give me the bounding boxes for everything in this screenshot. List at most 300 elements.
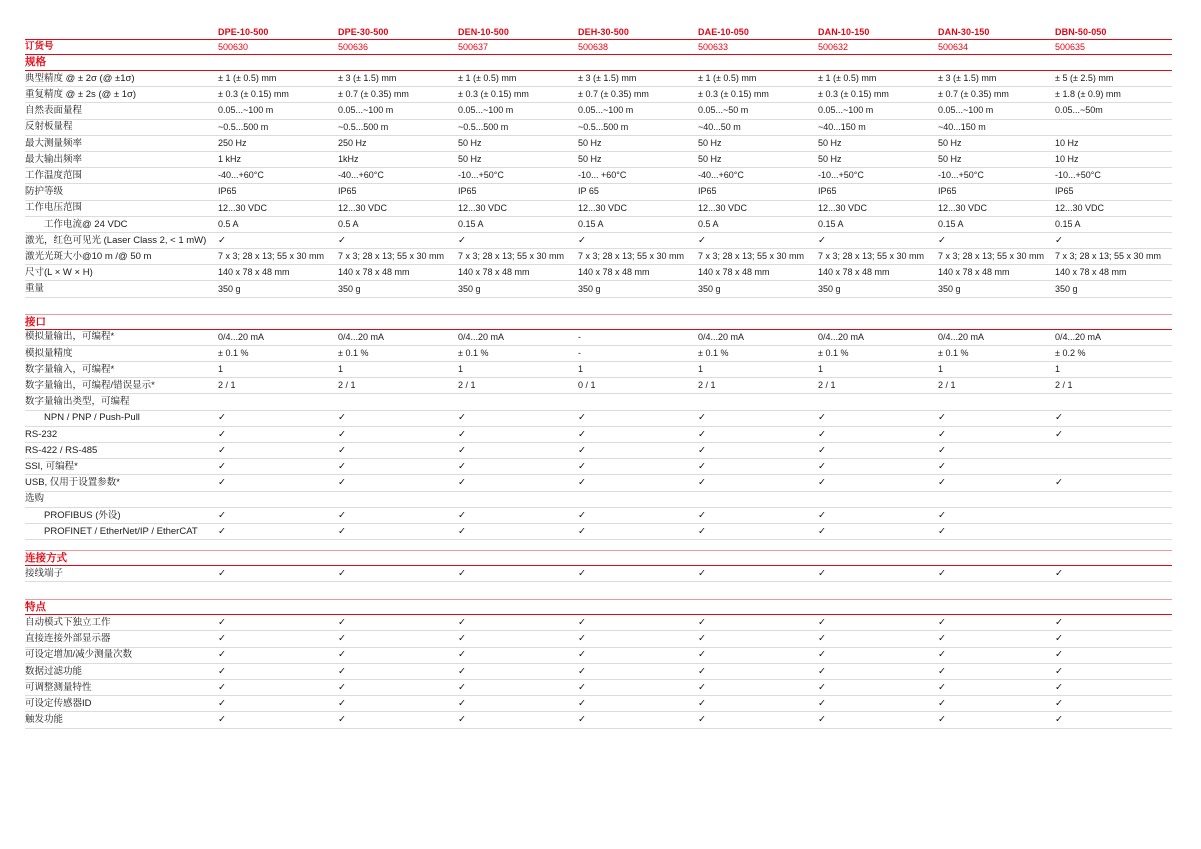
check-icon: ✓ [338, 412, 346, 424]
row-label: 重复精度 @ ± 2s (@ ± 1σ) [25, 89, 137, 101]
check-icon: ✓ [218, 698, 226, 710]
check-icon: ✓ [938, 714, 946, 726]
cell-value: 0.05...~100 m [338, 105, 394, 116]
check-icon: ✓ [338, 460, 346, 472]
table-row [25, 615, 1172, 631]
cell-value: ± 1 (± 0.5) mm [818, 73, 877, 84]
cell-value: 1 [818, 364, 824, 375]
check-icon: ✓ [458, 477, 466, 489]
check-icon: ✓ [218, 649, 226, 661]
cell-value: 50 Hz [698, 154, 722, 165]
cell-value: 2 / 1 [218, 380, 236, 391]
table-row [25, 524, 1172, 540]
table-row [25, 281, 1172, 297]
check-icon: ✓ [1055, 617, 1063, 629]
check-icon: ✓ [818, 460, 826, 472]
cell-value: 0.5 A [218, 218, 239, 229]
cell-value: ~0.5...500 m [338, 121, 389, 132]
check-icon: ✓ [458, 698, 466, 710]
check-icon: ✓ [1055, 665, 1063, 677]
cell-value: IP65 [458, 186, 477, 197]
cell-value: 0.05...~100 m [938, 105, 994, 116]
row-label: 尺寸(L × W × H) [25, 267, 93, 279]
check-icon: ✓ [1055, 567, 1063, 579]
cell-value: ± 0.3 (± 0.15) mm [818, 89, 889, 100]
check-icon: ✓ [938, 633, 946, 645]
order-number: 500632 [818, 41, 849, 52]
cell-value: 2 / 1 [818, 380, 836, 391]
check-icon: ✓ [938, 567, 946, 579]
cell-value: 12...30 VDC [218, 202, 268, 213]
table-row [25, 265, 1172, 281]
cell-value: ± 3 (± 1.5) mm [938, 73, 997, 84]
order-number: 500637 [458, 41, 489, 52]
row-label: 模拟量输出，可编程* [25, 331, 115, 343]
cell-value: ~40...150 m [818, 121, 866, 132]
check-icon: ✓ [218, 509, 226, 521]
cell-value: ± 0.1 % [938, 347, 969, 358]
cell-value: 140 x 78 x 48 mm [1055, 267, 1127, 278]
cell-value: 140 x 78 x 48 mm [938, 267, 1010, 278]
cell-value: 7 x 3; 28 x 13; 55 x 30 mm [338, 251, 445, 262]
check-icon: ✓ [1055, 714, 1063, 726]
table-row [25, 184, 1172, 200]
cell-value: -10...+50°C [938, 170, 984, 181]
cell-value: 0.5 A [338, 218, 359, 229]
cell-value: 1kHz [338, 154, 359, 165]
order-number: 500638 [578, 41, 609, 52]
row-label: 防护等级 [25, 186, 64, 198]
cell-value: ± 0.7 (± 0.35) mm [338, 89, 409, 100]
check-icon: ✓ [818, 525, 826, 537]
cell-value: IP65 [218, 186, 237, 197]
check-icon: ✓ [578, 525, 586, 537]
check-icon: ✓ [218, 234, 226, 246]
cell-value: ± 5 (± 2.5) mm [1055, 73, 1114, 84]
row-label: 模拟量精度 [25, 347, 73, 359]
cell-value: 0.05...~100 m [578, 105, 634, 116]
check-icon: ✓ [698, 633, 706, 645]
check-icon: ✓ [698, 681, 706, 693]
cell-value: 0/4...20 mA [218, 331, 265, 342]
check-icon: ✓ [338, 234, 346, 246]
cell-value: - [578, 331, 581, 342]
check-icon: ✓ [458, 681, 466, 693]
check-icon: ✓ [218, 525, 226, 537]
cell-value: 350 g [338, 283, 361, 294]
cell-value: 250 Hz [218, 137, 247, 148]
cell-value: 1 [458, 364, 464, 375]
section-header: 接口 [25, 314, 1172, 330]
row-label: 最大输出频率 [25, 153, 83, 165]
table-row [25, 346, 1172, 362]
cell-value: 50 Hz [938, 154, 962, 165]
check-icon: ✓ [938, 665, 946, 677]
check-icon: ✓ [698, 412, 706, 424]
check-icon: ✓ [698, 460, 706, 472]
cell-value: 50 Hz [698, 137, 722, 148]
cell-value: 0/4...20 mA [938, 331, 985, 342]
order-number: 500633 [698, 41, 729, 52]
check-icon: ✓ [218, 617, 226, 629]
cell-value: 1 [218, 364, 224, 375]
cell-value: 12...30 VDC [338, 202, 388, 213]
row-label: 工作温度范围 [25, 169, 83, 181]
check-icon: ✓ [338, 617, 346, 629]
row-label: 数字量输出类型，可编程 [25, 396, 130, 408]
table-row [25, 168, 1172, 184]
row-label: RS-232 [25, 428, 58, 440]
row-label: 工作电流@ 24 VDC [44, 218, 128, 230]
column-header-model: DAN-30-150 [938, 27, 990, 37]
check-icon: ✓ [338, 681, 346, 693]
row-label: 可设定传感器ID [25, 698, 92, 710]
check-icon: ✓ [698, 567, 706, 579]
cell-value: ± 0.1 % [818, 347, 849, 358]
cell-value: 0/4...20 mA [818, 331, 865, 342]
check-icon: ✓ [938, 428, 946, 440]
table-row [25, 249, 1172, 265]
cell-value: IP65 [338, 186, 357, 197]
cell-value: ± 3 (± 1.5) mm [578, 73, 637, 84]
cell-value: ± 1 (± 0.5) mm [218, 73, 277, 84]
check-icon: ✓ [458, 234, 466, 246]
column-header-model: DEN-10-500 [458, 27, 510, 37]
cell-value: 0.15 A [938, 218, 964, 229]
cell-value: -10...+50°C [458, 170, 504, 181]
cell-value: 350 g [458, 283, 481, 294]
cell-value: ~0.5...500 m [218, 121, 269, 132]
cell-value: 50 Hz [458, 154, 482, 165]
cell-value: 0.15 A [458, 218, 484, 229]
table-row [25, 427, 1172, 443]
cell-value: IP65 [818, 186, 837, 197]
cell-value: 1 [338, 364, 344, 375]
order-number: 500635 [1055, 41, 1086, 52]
row-label: 反射板量程 [25, 121, 73, 133]
check-icon: ✓ [938, 234, 946, 246]
check-icon: ✓ [458, 617, 466, 629]
cell-value: 0.05...~100 m [218, 105, 274, 116]
cell-value: 140 x 78 x 48 mm [698, 267, 770, 278]
section-header: 连接方式 [25, 550, 1172, 566]
cell-value: ± 0.1 % [218, 347, 249, 358]
check-icon: ✓ [578, 665, 586, 677]
check-icon: ✓ [338, 665, 346, 677]
check-icon: ✓ [818, 412, 826, 424]
column-header-model: DAN-10-150 [818, 27, 870, 37]
row-label: RS-422 / RS-485 [25, 444, 98, 456]
cell-value: 350 g [938, 283, 961, 294]
cell-value: 0.15 A [578, 218, 604, 229]
cell-value: ~40...50 m [698, 121, 741, 132]
row-label: 自然表面量程 [25, 105, 83, 117]
check-icon: ✓ [1055, 649, 1063, 661]
cell-value: 2 / 1 [338, 380, 356, 391]
cell-value: 50 Hz [818, 154, 842, 165]
cell-value: 0.05...~50m [1055, 105, 1103, 116]
check-icon: ✓ [698, 444, 706, 456]
cell-value: 0.15 A [1055, 218, 1081, 229]
check-icon: ✓ [458, 633, 466, 645]
cell-value: 12...30 VDC [578, 202, 628, 213]
check-icon: ✓ [698, 234, 706, 246]
model-header-row [25, 28, 1172, 40]
cell-value: ~40...150 m [938, 121, 986, 132]
cell-value: ± 0.7 (± 0.35) mm [578, 89, 649, 100]
cell-value: 0/4...20 mA [458, 331, 505, 342]
row-label: PROFIBUS (外设) [44, 509, 121, 521]
cell-value: 1 kHz [218, 154, 242, 165]
table-row [25, 152, 1172, 168]
check-icon: ✓ [218, 444, 226, 456]
check-icon: ✓ [338, 698, 346, 710]
cell-value: 50 Hz [578, 154, 602, 165]
row-label: 重量 [25, 283, 45, 295]
table-row [25, 566, 1172, 582]
table-row [25, 443, 1172, 459]
table-row [25, 459, 1172, 475]
table-row [25, 136, 1172, 152]
check-icon: ✓ [338, 649, 346, 661]
row-label: 接线端子 [25, 567, 64, 579]
table-row [25, 394, 1172, 410]
check-icon: ✓ [698, 525, 706, 537]
cell-value: 0.15 A [818, 218, 844, 229]
check-icon: ✓ [578, 444, 586, 456]
check-icon: ✓ [818, 567, 826, 579]
cell-value: -40...+60°C [218, 170, 264, 181]
row-label: NPN / PNP / Push-Pull [44, 412, 140, 424]
cell-value: -10...+50°C [1055, 170, 1101, 181]
order-number: 500634 [938, 41, 969, 52]
cell-value: 7 x 3; 28 x 13; 55 x 30 mm [578, 251, 685, 262]
check-icon: ✓ [818, 444, 826, 456]
check-icon: ✓ [578, 567, 586, 579]
check-icon: ✓ [1055, 698, 1063, 710]
check-icon: ✓ [338, 477, 346, 489]
table-row [25, 233, 1172, 249]
check-icon: ✓ [458, 714, 466, 726]
check-icon: ✓ [578, 412, 586, 424]
cell-value: -10...+50°C [818, 170, 864, 181]
cell-value: ± 0.1 % [338, 347, 369, 358]
check-icon: ✓ [818, 234, 826, 246]
check-icon: ✓ [938, 444, 946, 456]
cell-value: 1 [698, 364, 704, 375]
cell-value: 2 / 1 [698, 380, 716, 391]
cell-value: ± 1.8 (± 0.9) mm [1055, 89, 1121, 100]
check-icon: ✓ [218, 714, 226, 726]
cell-value: ± 0.7 (± 0.35) mm [938, 89, 1009, 100]
cell-value: 12...30 VDC [458, 202, 508, 213]
row-label: 可设定增加/减少测量次数 [25, 649, 133, 661]
check-icon: ✓ [338, 509, 346, 521]
table-row [25, 712, 1172, 728]
check-icon: ✓ [218, 477, 226, 489]
table-row [25, 411, 1172, 427]
cell-value: 140 x 78 x 48 mm [578, 267, 650, 278]
cell-value: 7 x 3; 28 x 13; 55 x 30 mm [218, 251, 325, 262]
cell-value: ± 0.3 (± 0.15) mm [698, 89, 769, 100]
table-row [25, 508, 1172, 524]
table-row [25, 664, 1172, 680]
cell-value: IP65 [1055, 186, 1074, 197]
row-label: 自动模式下独立工作 [25, 617, 111, 629]
cell-value: 10 Hz [1055, 137, 1079, 148]
check-icon: ✓ [698, 714, 706, 726]
row-label: SSI, 可编程* [25, 460, 78, 472]
check-icon: ✓ [218, 681, 226, 693]
cell-value: 2 / 1 [1055, 380, 1073, 391]
cell-value: 0 / 1 [578, 380, 596, 391]
cell-value: 350 g [698, 283, 721, 294]
check-icon: ✓ [458, 460, 466, 472]
cell-value: 350 g [578, 283, 601, 294]
check-icon: ✓ [458, 525, 466, 537]
row-label: 数字量输出，可编程/错误显示* [25, 380, 155, 392]
check-icon: ✓ [818, 665, 826, 677]
cell-value: 250 Hz [338, 137, 367, 148]
check-icon: ✓ [1055, 633, 1063, 645]
cell-value: 350 g [218, 283, 241, 294]
check-icon: ✓ [218, 665, 226, 677]
check-icon: ✓ [218, 428, 226, 440]
check-icon: ✓ [938, 525, 946, 537]
column-header-model: DAE-10-050 [698, 27, 750, 37]
table-row [25, 475, 1172, 491]
row-label: USB, 仅用于设置参数* [25, 477, 121, 489]
row-label: PROFINET / EtherNet/IP / EtherCAT [44, 525, 198, 537]
check-icon: ✓ [578, 234, 586, 246]
cell-value: 1 [938, 364, 944, 375]
row-label: 典型精度 @ ± 2σ (@ ±1σ) [25, 72, 135, 84]
cell-value: ± 0.3 (± 0.15) mm [458, 89, 529, 100]
cell-value: 1 [1055, 364, 1061, 375]
column-header-model: DPE-30-500 [338, 27, 389, 37]
cell-value: ± 0.2 % [1055, 347, 1086, 358]
row-label: 选购 [25, 493, 45, 505]
table-row [25, 87, 1172, 103]
check-icon: ✓ [338, 633, 346, 645]
table-row [25, 680, 1172, 696]
check-icon: ✓ [578, 698, 586, 710]
cell-value: 0/4...20 mA [1055, 331, 1102, 342]
table-row [25, 201, 1172, 217]
cell-value: 350 g [1055, 283, 1078, 294]
cell-value: 7 x 3; 28 x 13; 55 x 30 mm [698, 251, 805, 262]
check-icon: ✓ [578, 714, 586, 726]
cell-value: 50 Hz [818, 137, 842, 148]
check-icon: ✓ [218, 460, 226, 472]
check-icon: ✓ [818, 509, 826, 521]
cell-value: 7 x 3; 28 x 13; 55 x 30 mm [458, 251, 565, 262]
section-header: 规格 [25, 55, 1172, 71]
check-icon: ✓ [938, 477, 946, 489]
check-icon: ✓ [818, 649, 826, 661]
check-icon: ✓ [818, 714, 826, 726]
cell-value: 0.05...~100 m [818, 105, 874, 116]
row-label: 最大测量频率 [25, 137, 83, 149]
check-icon: ✓ [818, 428, 826, 440]
cell-value: ~0.5...500 m [458, 121, 509, 132]
order-row-label: 订货号 [25, 41, 54, 53]
check-icon: ✓ [578, 460, 586, 472]
cell-value: 50 Hz [938, 137, 962, 148]
check-icon: ✓ [218, 567, 226, 579]
column-header-model: DEH-30-500 [578, 27, 630, 37]
check-icon: ✓ [578, 509, 586, 521]
check-icon: ✓ [458, 509, 466, 521]
cell-value: 2 / 1 [458, 380, 476, 391]
cell-value: 0.05...~100 m [458, 105, 514, 116]
table-row [25, 648, 1172, 664]
table-row [25, 631, 1172, 647]
cell-value: 140 x 78 x 48 mm [818, 267, 890, 278]
cell-value: IP65 [938, 186, 957, 197]
check-icon: ✓ [1055, 412, 1063, 424]
table-row [25, 103, 1172, 119]
check-icon: ✓ [1055, 681, 1063, 693]
cell-value: 140 x 78 x 48 mm [458, 267, 530, 278]
check-icon: ✓ [1055, 477, 1063, 489]
check-icon: ✓ [458, 412, 466, 424]
cell-value: 10 Hz [1055, 154, 1079, 165]
spec-comparison-table [25, 28, 1172, 729]
check-icon: ✓ [338, 567, 346, 579]
check-icon: ✓ [938, 460, 946, 472]
check-icon: ✓ [578, 477, 586, 489]
table-row [25, 362, 1172, 378]
table-row [25, 378, 1172, 394]
cell-value: 12...30 VDC [1055, 202, 1105, 213]
check-icon: ✓ [938, 681, 946, 693]
column-header-model: DBN-50-050 [1055, 27, 1107, 37]
table-row [25, 71, 1172, 87]
cell-value: 140 x 78 x 48 mm [338, 267, 410, 278]
column-header-model: DPE-10-500 [218, 27, 269, 37]
check-icon: ✓ [698, 617, 706, 629]
cell-value: 0.5 A [698, 218, 719, 229]
section-header: 特点 [25, 599, 1172, 615]
check-icon: ✓ [698, 698, 706, 710]
table-row [25, 217, 1172, 233]
check-icon: ✓ [458, 665, 466, 677]
row-label: 可调整测量特性 [25, 681, 92, 693]
check-icon: ✓ [698, 428, 706, 440]
check-icon: ✓ [218, 412, 226, 424]
table-row [25, 492, 1172, 508]
row-label: 工作电压范围 [25, 202, 83, 214]
check-icon: ✓ [338, 714, 346, 726]
table-row [25, 330, 1172, 346]
check-icon: ✓ [938, 698, 946, 710]
row-label: 直接连接外部显示器 [25, 633, 111, 645]
row-label: 激光，红色可见光 (Laser Class 2, < 1 mW) [25, 234, 207, 246]
cell-value: 12...30 VDC [938, 202, 988, 213]
check-icon: ✓ [458, 428, 466, 440]
check-icon: ✓ [938, 617, 946, 629]
cell-value: -40...+60°C [338, 170, 384, 181]
cell-value: 2 / 1 [938, 380, 956, 391]
order-number: 500630 [218, 41, 249, 52]
cell-value: -40...+60°C [698, 170, 744, 181]
check-icon: ✓ [338, 444, 346, 456]
cell-value: -10... +60°C [578, 170, 627, 181]
cell-value: 350 g [818, 283, 841, 294]
table-row [25, 696, 1172, 712]
row-label: 激光光斑大小@10 m /@ 50 m [25, 250, 152, 262]
